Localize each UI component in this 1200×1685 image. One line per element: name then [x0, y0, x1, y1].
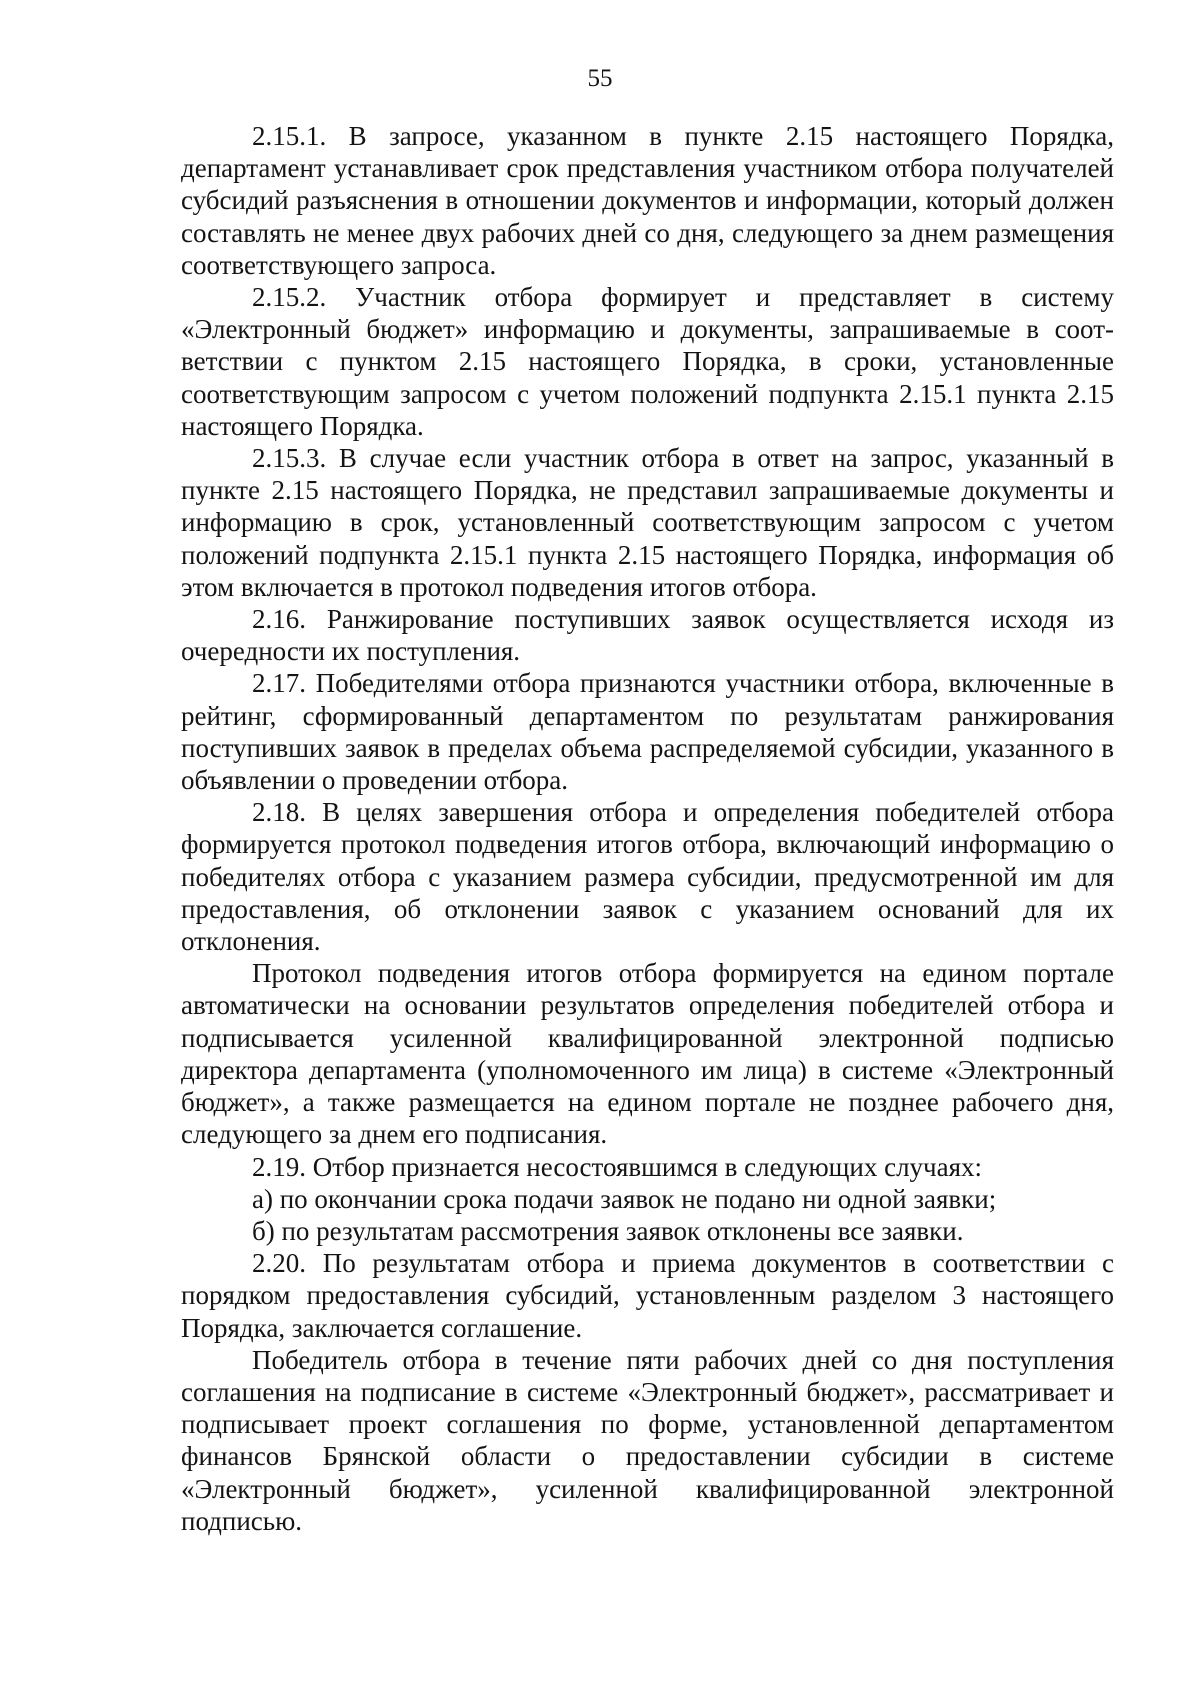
- list-item-a: а) по окончании срока подачи заявок не подано ни одной заявки;: [252, 1183, 997, 1214]
- list-item-b: б) по результатам рассмотрения заявок отклонены все заявки.: [252, 1215, 964, 1246]
- paragraph-2-16: 2.16. Ранжирование поступивших заявок осуществляется исходя из очередности их поступления.: [181, 604, 1114, 667]
- paragraph-protocol: Протокол подведения итогов отбора формируется на едином портале автоматически на основании результатов определения победителей отбора и подписывается усиленной квалифицированной электронной подписью директора департамента (уполномоченного им лица) в системе «Электронный бюджет», а также размещается на едином портале не позднее рабочего дня, следующего за днем его подписания.: [181, 958, 1114, 1150]
- paragraph-2-15-1: 2.15.1. В запросе, указанном в пункте 2.15 настоящего Порядка, департамент устанавливает срок представления участником отбора получателей субсидий разъяснения в отношении документов и информации, который должен составлять не менее двух рабочих дней со дня, следующего за днем размещения соответствующего запроса.: [181, 121, 1114, 280]
- paragraph-2-17: 2.17. Победителями отбора признаются участники отбора, включенные в рейтинг, сформированный департаментом по результатам ранжирования поступивших заявок в пределах объема распределяемой субсидии, указанного в объявлении о проведении отбора.: [181, 668, 1114, 796]
- paragraph-2-20: 2.20. По результатам отбора и приема документов в соответствии с порядком предоставления субсидий, установленным разделом 3 настоящего Порядка, заключается соглашение.: [181, 1248, 1114, 1343]
- paragraph-2-15-2: 2.15.2. Участник отбора формирует и представляет в систему «Электронный бюджет» информацию и документы, запрашиваемые в соответствии с пунктом 2.15 настоящего Порядка, в сроки, установленные соответствующим запросом с учетом положений подпункта 2.15.1 пункта 2.15 настоящего Порядка.: [181, 282, 1114, 441]
- paragraph-winner: Победитель отбора в течение пяти рабочих дней со дня поступления соглашения на подписание в системе «Электронный бюджет», рассматривает и подписывает проект соглашения по форме, установленной департаментом финансов Брянской области о предоставлении субсидии в системе «Электронный бюджет», усиленной квалифицированной электронной подписью.: [181, 1344, 1114, 1536]
- paragraph-2-18: 2.18. В целях завершения отбора и определения победителей отбора формируется протокол подведения итогов отбора, включающий информацию о победителях отбора с указанием размера субсидии, предусмотренной им для предоставления, об отклонении заявок с указанием оснований для их отклонения.: [181, 797, 1114, 957]
- paragraph-2-15-3: 2.15.3. В случае если участник отбора в ответ на запрос, указанный в пункте 2.15 настоящего Порядка, не представил запрашиваемые документы и информацию в срок, установленный соответствующим запросом с учетом положений подпункта 2.15.1 пункта 2.15 настоящего Порядка, информация об этом включается в протокол подведения итогов отбора.: [181, 443, 1114, 602]
- document-body: [181, 120, 1114, 1537]
- paragraph-2-19: 2.19. Отбор признается несостоявшимся в следующих случаях:: [252, 1151, 983, 1182]
- page-number: 55: [587, 65, 613, 92]
